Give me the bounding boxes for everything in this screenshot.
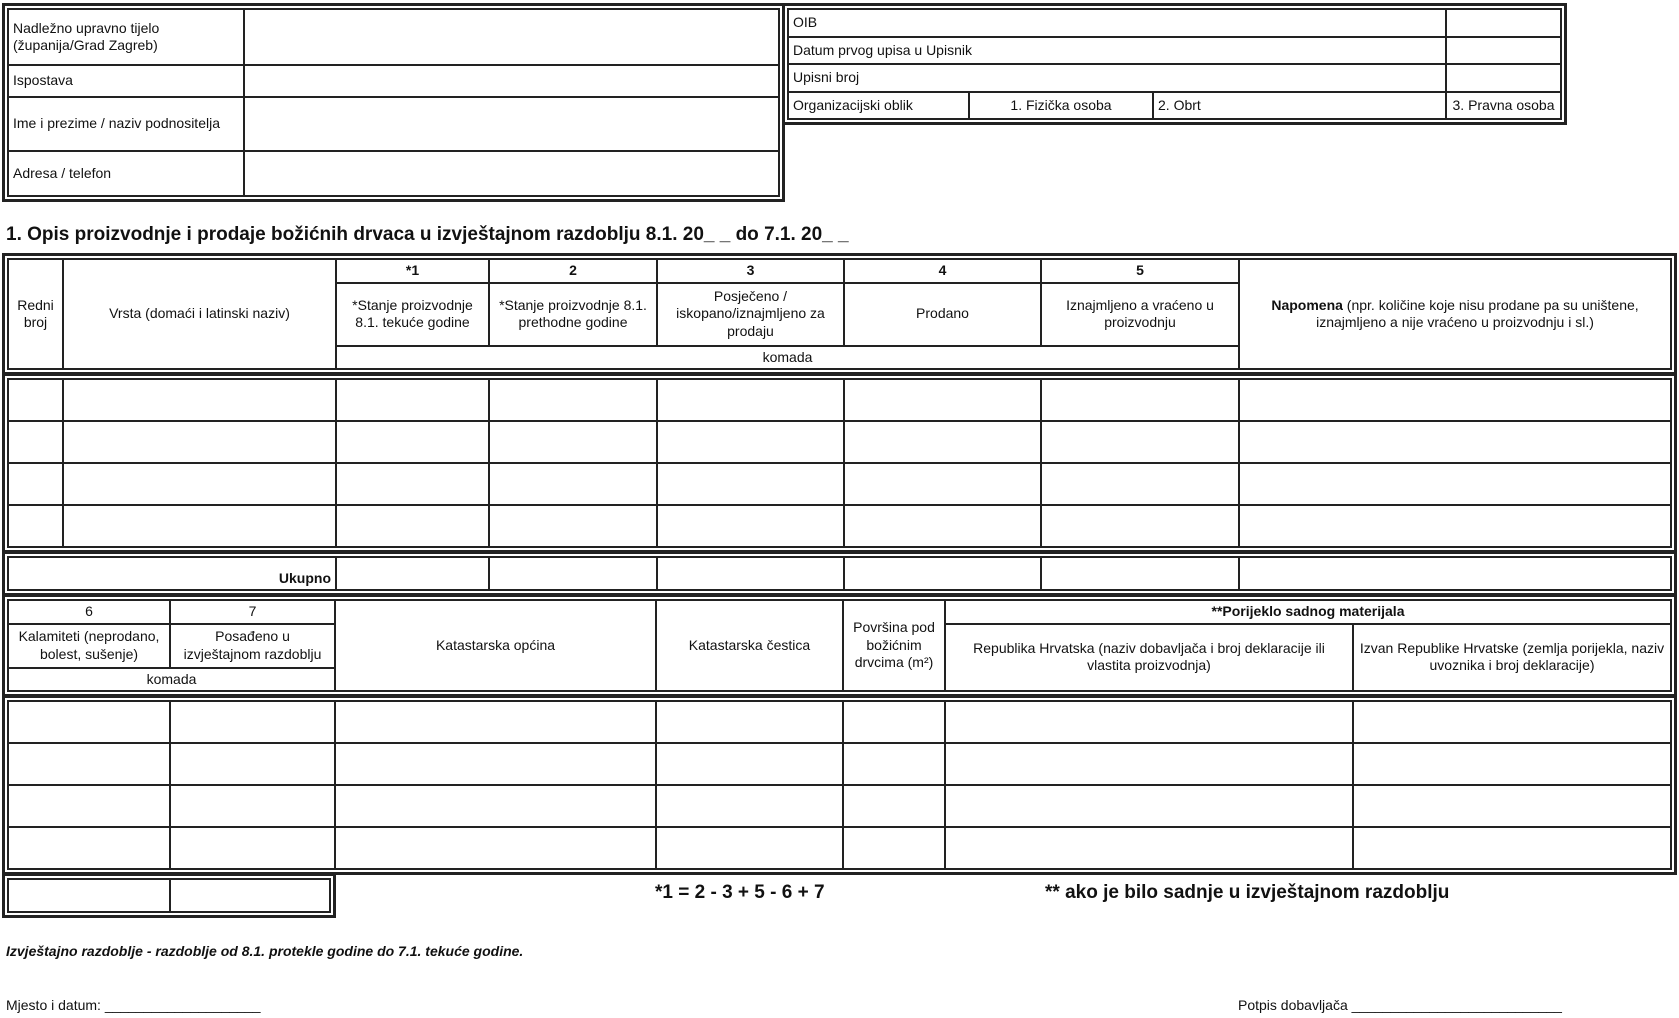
production-table-header — [2, 253, 1677, 375]
col-number-4: 4 — [844, 259, 1041, 283]
cell[interactable] — [843, 701, 945, 743]
col-vrsta: Vrsta (domaći i latinski naziv) — [63, 259, 336, 369]
cell[interactable] — [1353, 701, 1671, 743]
col-number-3: 3 — [657, 259, 844, 283]
label-upisni-broj: Upisni broj — [788, 64, 1446, 92]
total-cell[interactable] — [489, 557, 657, 590]
cell[interactable] — [8, 379, 63, 421]
col-kalamiteti: Kalamiteti (neprodano, bolest, sušenje) — [8, 624, 170, 668]
period-note: Izvještajno razdoblje - razdoblje od 8.1. protekle godine do 7.1. tekuće godine. — [6, 943, 524, 959]
cell[interactable] — [656, 827, 843, 869]
production-table-body — [2, 373, 1677, 553]
field-upisni-broj[interactable] — [1446, 64, 1561, 92]
col-number-6: 6 — [8, 600, 170, 624]
table-row — [8, 421, 1671, 463]
label-oib: OIB — [788, 9, 1446, 37]
table-row — [8, 701, 1671, 743]
cell[interactable] — [1353, 743, 1671, 785]
col-iznajmljeno: Iznajmljeno a vraćeno u proizvodnju — [1041, 283, 1239, 346]
cell[interactable] — [8, 743, 170, 785]
col-izvan-rh: Izvan Republike Hrvatske (zemlja porijekla, naziv uvoznika i broj deklaracije) — [1353, 624, 1671, 692]
cell[interactable] — [489, 463, 657, 505]
total-cell[interactable] — [657, 557, 844, 590]
total-cell[interactable] — [844, 557, 1041, 590]
cell[interactable] — [844, 505, 1041, 547]
napomena-text: (npr. količine koje nisu prodane pa su uništene, iznajmljeno a nije vraćeno u proizvodnju i sl.) — [1316, 296, 1639, 330]
potpis-field[interactable]: Potpis dobavljača ___________________________ — [1238, 997, 1562, 1013]
cell[interactable] — [336, 379, 489, 421]
cell[interactable] — [335, 701, 656, 743]
cell[interactable] — [489, 421, 657, 463]
col-posadeno: Posađeno u izvještajnom razdoblju — [170, 624, 335, 668]
registration-info-box — [782, 3, 1567, 125]
option-fizicka-osoba[interactable]: 1. Fizička osoba — [969, 92, 1153, 120]
label-nadlezno-tijelo: Nadležno upravno tijelo (županija/Grad Zagreb) — [8, 9, 244, 65]
cell[interactable] — [336, 421, 489, 463]
col-prodano: Prodano — [844, 283, 1041, 346]
table-row — [8, 463, 1671, 505]
cell[interactable] — [8, 421, 63, 463]
table-row — [8, 743, 1671, 785]
total-posadeno[interactable] — [170, 879, 330, 912]
cell[interactable] — [1353, 785, 1671, 827]
cell[interactable] — [844, 379, 1041, 421]
cell[interactable] — [170, 785, 335, 827]
col-redni-broj: Redni broj — [8, 259, 63, 369]
cell[interactable] — [1041, 463, 1239, 505]
cell[interactable] — [1239, 505, 1671, 547]
cell[interactable] — [843, 743, 945, 785]
cell[interactable] — [8, 785, 170, 827]
cell[interactable] — [170, 701, 335, 743]
cell[interactable] — [1041, 379, 1239, 421]
col-stanje-tekuce: *Stanje proizvodnje 8.1. tekuće godine — [336, 283, 489, 346]
option-obrt[interactable]: 2. Obrt — [1153, 92, 1446, 120]
formula-text: *1 = 2 - 3 + 5 - 6 + 7 — [655, 882, 825, 903]
cell[interactable] — [656, 701, 843, 743]
section-1-title: 1. Opis proizvodnje i prodaje božićnih drvaca u izvještajnom razdoblju 8.1. 20_ _ do 7.1. 20_ _ — [6, 224, 849, 245]
cell[interactable] — [63, 379, 336, 421]
cell[interactable] — [657, 505, 844, 547]
cell[interactable] — [1041, 505, 1239, 547]
col-porijeklo: **Porijeklo sadnog materijala — [945, 600, 1671, 624]
total-napomena-cell[interactable] — [1239, 557, 1671, 590]
col-posjeceno: Posječeno / iskopano/iznajmljeno za prodaju — [657, 283, 844, 346]
table-row — [8, 379, 1671, 421]
label-datum-upisa: Datum prvog upisa u Upisnik — [788, 37, 1446, 65]
applicant-info-box — [2, 3, 785, 202]
field-oib[interactable] — [1446, 9, 1561, 37]
cell[interactable] — [63, 505, 336, 547]
total-cell[interactable] — [336, 557, 489, 590]
col-povrsina: Površina pod božićnim drvcima (m²) — [843, 600, 945, 691]
cell[interactable] — [489, 379, 657, 421]
total-cell[interactable] — [1041, 557, 1239, 590]
cell[interactable] — [1353, 827, 1671, 869]
field-ispostava[interactable] — [244, 65, 779, 97]
cell[interactable] — [656, 785, 843, 827]
field-podnositelj[interactable] — [244, 97, 779, 151]
label-organizacijski-oblik: Organizacijski oblik — [788, 92, 969, 120]
option-pravna-osoba[interactable]: 3. Pravna osoba — [1446, 92, 1561, 120]
cell[interactable] — [335, 785, 656, 827]
cell[interactable] — [657, 379, 844, 421]
cell[interactable] — [8, 505, 63, 547]
cell[interactable] — [170, 743, 335, 785]
cell[interactable] — [945, 701, 1353, 743]
unit-komada: komada — [336, 346, 1239, 370]
cell[interactable] — [843, 827, 945, 869]
cell[interactable] — [1239, 463, 1671, 505]
cell[interactable] — [335, 827, 656, 869]
cell[interactable] — [1041, 421, 1239, 463]
cell[interactable] — [63, 421, 336, 463]
cell[interactable] — [336, 505, 489, 547]
cell[interactable] — [657, 463, 844, 505]
col-number-5: 5 — [1041, 259, 1239, 283]
cell[interactable] — [8, 701, 170, 743]
col-republika-hrvatska: Republika Hrvatska (naziv dobavljača i broj deklaracije ili vlastita proizvodnja) — [945, 624, 1353, 692]
col-number-1: *1 — [336, 259, 489, 283]
cell[interactable] — [844, 421, 1041, 463]
planting-table-header — [2, 594, 1677, 697]
label-adresa: Adresa / telefon — [8, 151, 244, 196]
field-nadlezno-tijelo[interactable] — [244, 9, 779, 65]
field-datum-upisa[interactable] — [1446, 37, 1561, 65]
napomena-label: Napomena — [1271, 296, 1343, 313]
col-katastarska-opcina: Katastarska općina — [335, 600, 656, 691]
cell[interactable] — [170, 827, 335, 869]
planting-total-box — [2, 873, 336, 918]
col-stanje-prethodne: *Stanje proizvodnje 8.1. prethodne godine — [489, 283, 657, 346]
col-napomena — [1239, 259, 1671, 369]
label-ispostava: Ispostava — [8, 65, 244, 97]
cell[interactable] — [1239, 421, 1671, 463]
sadnja-note: ** ako je bilo sadnje u izvještajnom razdoblju — [1045, 882, 1450, 903]
cell[interactable] — [945, 785, 1353, 827]
cell[interactable] — [336, 463, 489, 505]
cell[interactable] — [656, 743, 843, 785]
unit-komada-2: komada — [8, 668, 335, 692]
label-ukupno: Ukupno — [8, 557, 336, 590]
col-katastarska-cestica: Katastarska čestica — [656, 600, 843, 691]
col-number-2: 2 — [489, 259, 657, 283]
table-row — [8, 827, 1671, 869]
mjesto-datum-field[interactable]: Mjesto i datum: ____________________ — [6, 997, 261, 1013]
cell[interactable] — [843, 785, 945, 827]
cell[interactable] — [844, 463, 1041, 505]
cell[interactable] — [1239, 379, 1671, 421]
planting-table-body — [2, 695, 1677, 875]
cell[interactable] — [63, 463, 336, 505]
cell[interactable] — [335, 743, 656, 785]
table-row — [8, 785, 1671, 827]
cell[interactable] — [489, 505, 657, 547]
ukupno-row — [2, 551, 1677, 596]
label-podnositelj: Ime i prezime / naziv podnositelja — [8, 97, 244, 151]
total-kalamiteti[interactable] — [8, 879, 170, 912]
cell[interactable] — [8, 463, 63, 505]
cell[interactable] — [8, 827, 170, 869]
field-adresa[interactable] — [244, 151, 779, 196]
cell[interactable] — [945, 827, 1353, 869]
table-row — [8, 505, 1671, 547]
cell[interactable] — [657, 421, 844, 463]
cell[interactable] — [945, 743, 1353, 785]
col-number-7: 7 — [170, 600, 335, 624]
